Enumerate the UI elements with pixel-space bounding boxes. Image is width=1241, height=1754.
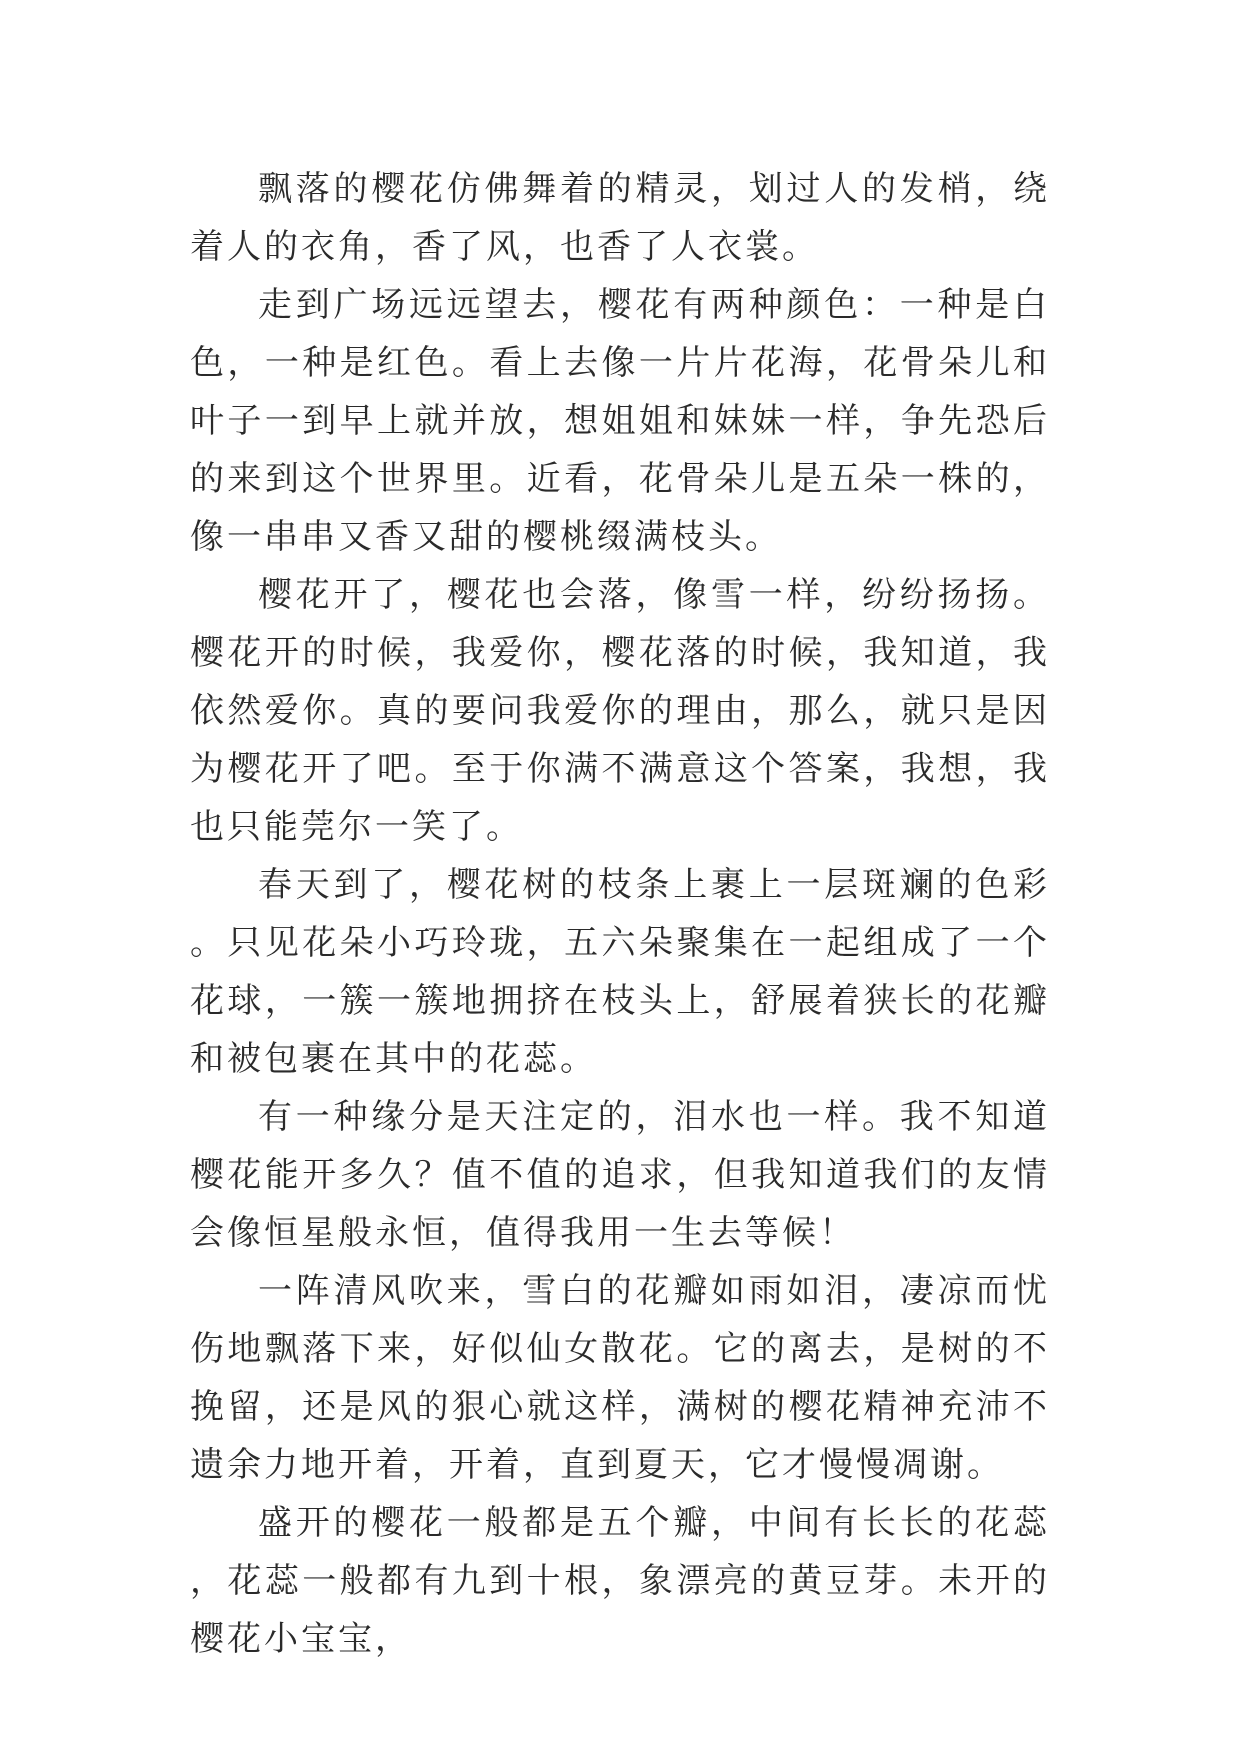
paragraph: 一阵清风吹来，雪白的花瓣如雨如泪，凄凉而忧伤地飘落下来，好似仙女散花。它的离去，是树的不挽留，还是风的狠心就这样，满树的樱花精神充沛不遗余力地开着，开着，直到夏天，它才慢慢凋谢。 bbox=[190, 1271, 1050, 1485]
document-body bbox=[190, 160, 1050, 1668]
paragraph: 走到广场远远望去，樱花有两种颜色：一种是白色，一种是红色。看上去像一片片花海，花骨朵儿和叶子一到早上就并放，想姐姐和妹妹一样，争先恐后的来到这个世界里。近看，花骨朵儿是五朵一株的，像一串串又香又甜的樱桃缀满枝头。 bbox=[190, 285, 1050, 557]
paragraph: 有一种缘分是天注定的，泪水也一样。我不知道樱花能开多久？值不值的追求，但我知道我们的友情会像恒星般永恒，值得我用一生去等候！ bbox=[190, 1097, 1050, 1253]
paragraph: 盛开的樱花一般都是五个瓣，中间有长长的花蕊，花蕊一般都有九到十根，象漂亮的黄豆芽。未开的樱花小宝宝， bbox=[190, 1503, 1050, 1659]
paragraph: 樱花开了，樱花也会落，像雪一样，纷纷扬扬。樱花开的时候，我爱你，樱花落的时候，我知道，我依然爱你。真的要问我爱你的理由，那么，就只是因为樱花开了吧。至于你满不满意这个答案，我想，我也只能莞尔一笑了。 bbox=[190, 575, 1050, 847]
paragraph: 飘落的樱花仿佛舞着的精灵，划过人的发梢，绕着人的衣角，香了风，也香了人衣裳。 bbox=[190, 169, 1050, 267]
paragraph: 春天到了，樱花树的枝条上裹上一层斑斓的色彩。只见花朵小巧玲珑，五六朵聚集在一起组成了一个花球，一簇一簇地拥挤在枝头上，舒展着狭长的花瓣和被包裹在其中的花蕊。 bbox=[190, 865, 1050, 1079]
